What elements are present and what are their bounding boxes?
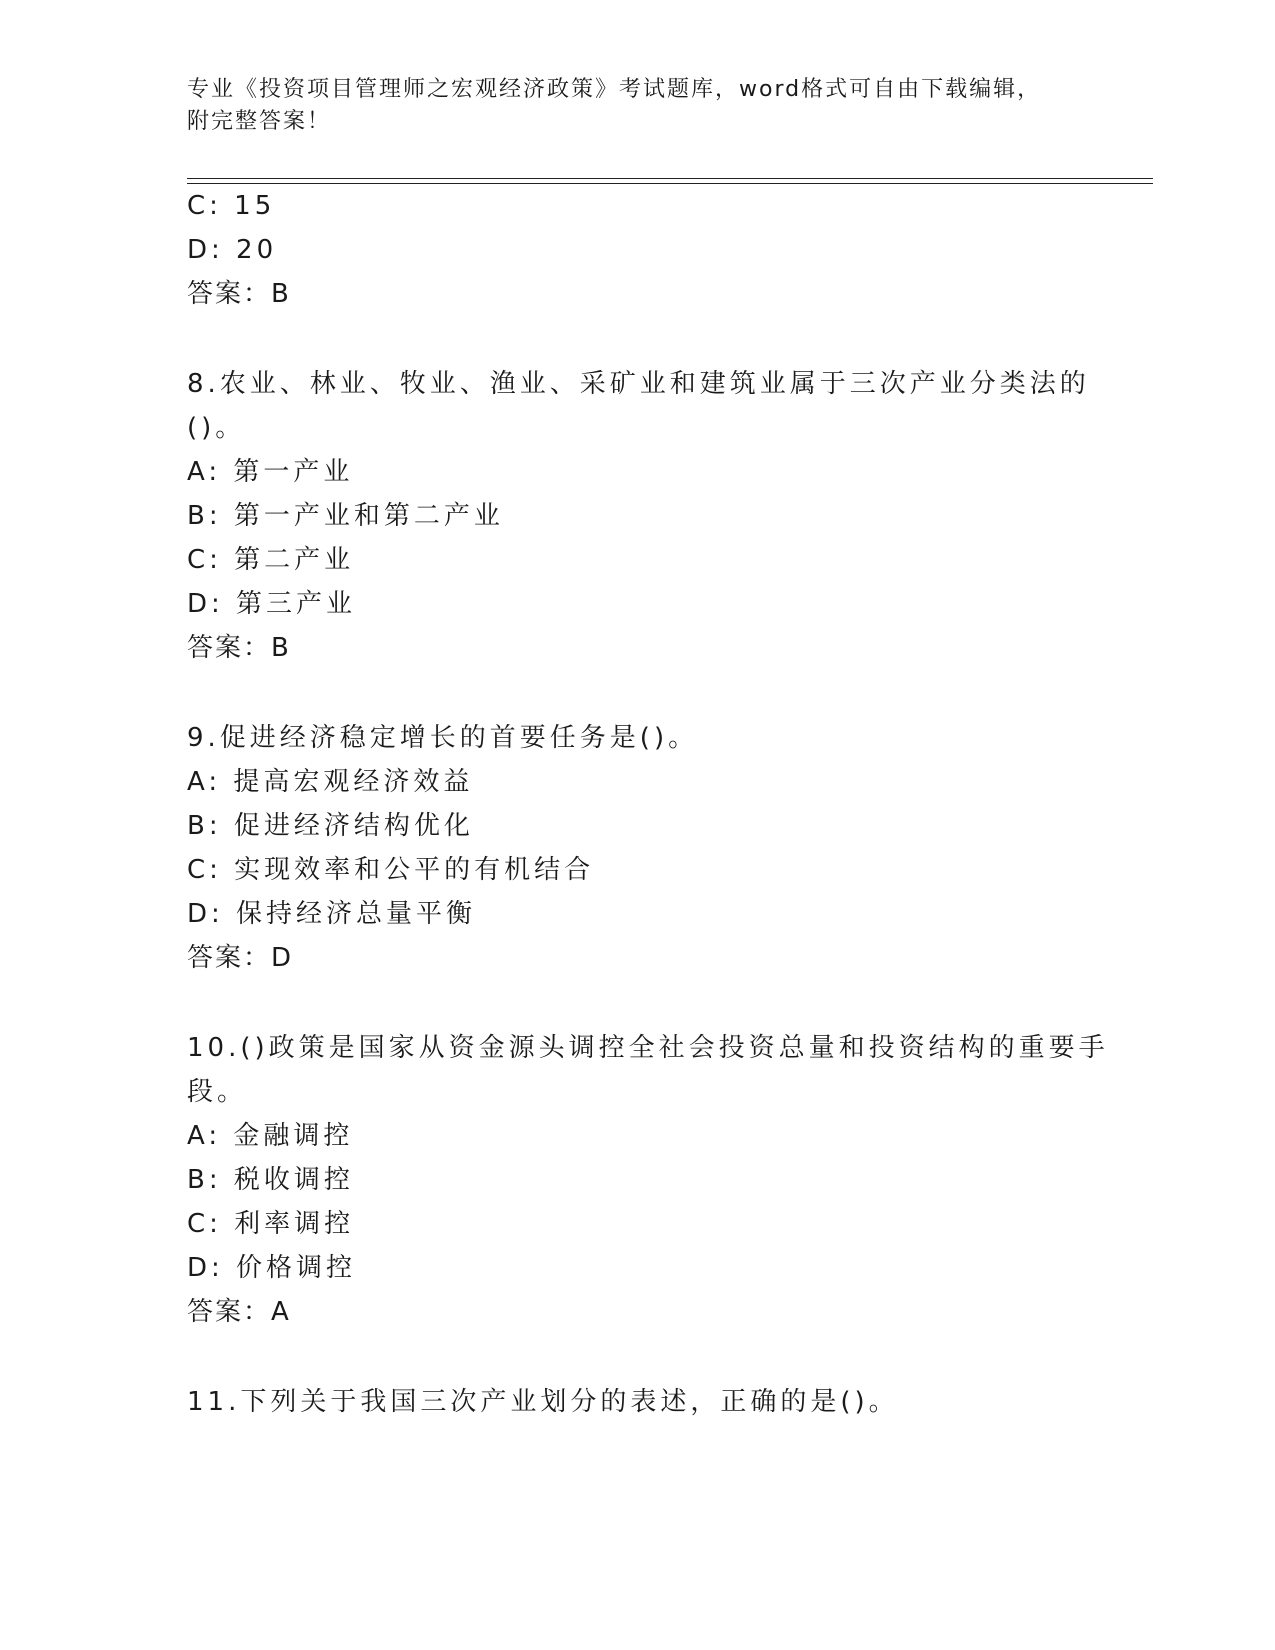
q10-option-a: A: 金融调控 xyxy=(187,1121,354,1151)
header-rule-bottom xyxy=(187,183,1153,184)
header-line-2: 附完整答案！ xyxy=(187,109,332,134)
q11-stem: 11.下列关于我国三次产业划分的表述，正确的是()。 xyxy=(187,1387,899,1417)
q8-answer: 答案：B xyxy=(187,633,291,663)
header-line-1: 专业《投资项目管理师之宏观经济政策》考试题库，word格式可自由下载编辑， xyxy=(187,77,1042,102)
q10-stem-line-2: 段。 xyxy=(187,1077,248,1107)
header-rule-top xyxy=(187,178,1153,179)
q9-option-a: A: 提高宏观经济效益 xyxy=(187,767,474,797)
q9-option-b: B: 促进经济结构优化 xyxy=(187,811,474,841)
q8-option-d: D: 第三产业 xyxy=(187,589,357,619)
q10-option-d: D: 价格调控 xyxy=(187,1253,357,1283)
page-header xyxy=(187,74,1087,138)
q8-stem-line-2: ()。 xyxy=(187,413,246,443)
q9-option-d: D: 保持经济总量平衡 xyxy=(187,899,477,929)
q8-option-a: A: 第一产业 xyxy=(187,457,354,487)
q9-option-c: C: 实现效率和公平的有机结合 xyxy=(187,855,595,885)
prev-option-c: C: 15 xyxy=(187,191,276,221)
q8-option-c: C: 第二产业 xyxy=(187,545,355,575)
q10-option-b: B: 税收调控 xyxy=(187,1165,354,1195)
q8-option-b: B: 第一产业和第二产业 xyxy=(187,501,504,531)
q10-stem-line-1: 10.()政策是国家从资金源头调控全社会投资总量和投资结构的重要手 xyxy=(187,1033,1109,1063)
q10-answer: 答案：A xyxy=(187,1297,291,1327)
q9-answer: 答案：D xyxy=(187,943,294,973)
q8-stem-line-1: 8.农业、林业、牧业、渔业、采矿业和建筑业属于三次产业分类法的 xyxy=(187,369,1090,399)
q10-option-c: C: 利率调控 xyxy=(187,1209,355,1239)
prev-answer: 答案：B xyxy=(187,279,291,309)
q9-stem: 9.促进经济稳定增长的首要任务是()。 xyxy=(187,723,699,753)
prev-option-d: D: 20 xyxy=(187,235,278,265)
